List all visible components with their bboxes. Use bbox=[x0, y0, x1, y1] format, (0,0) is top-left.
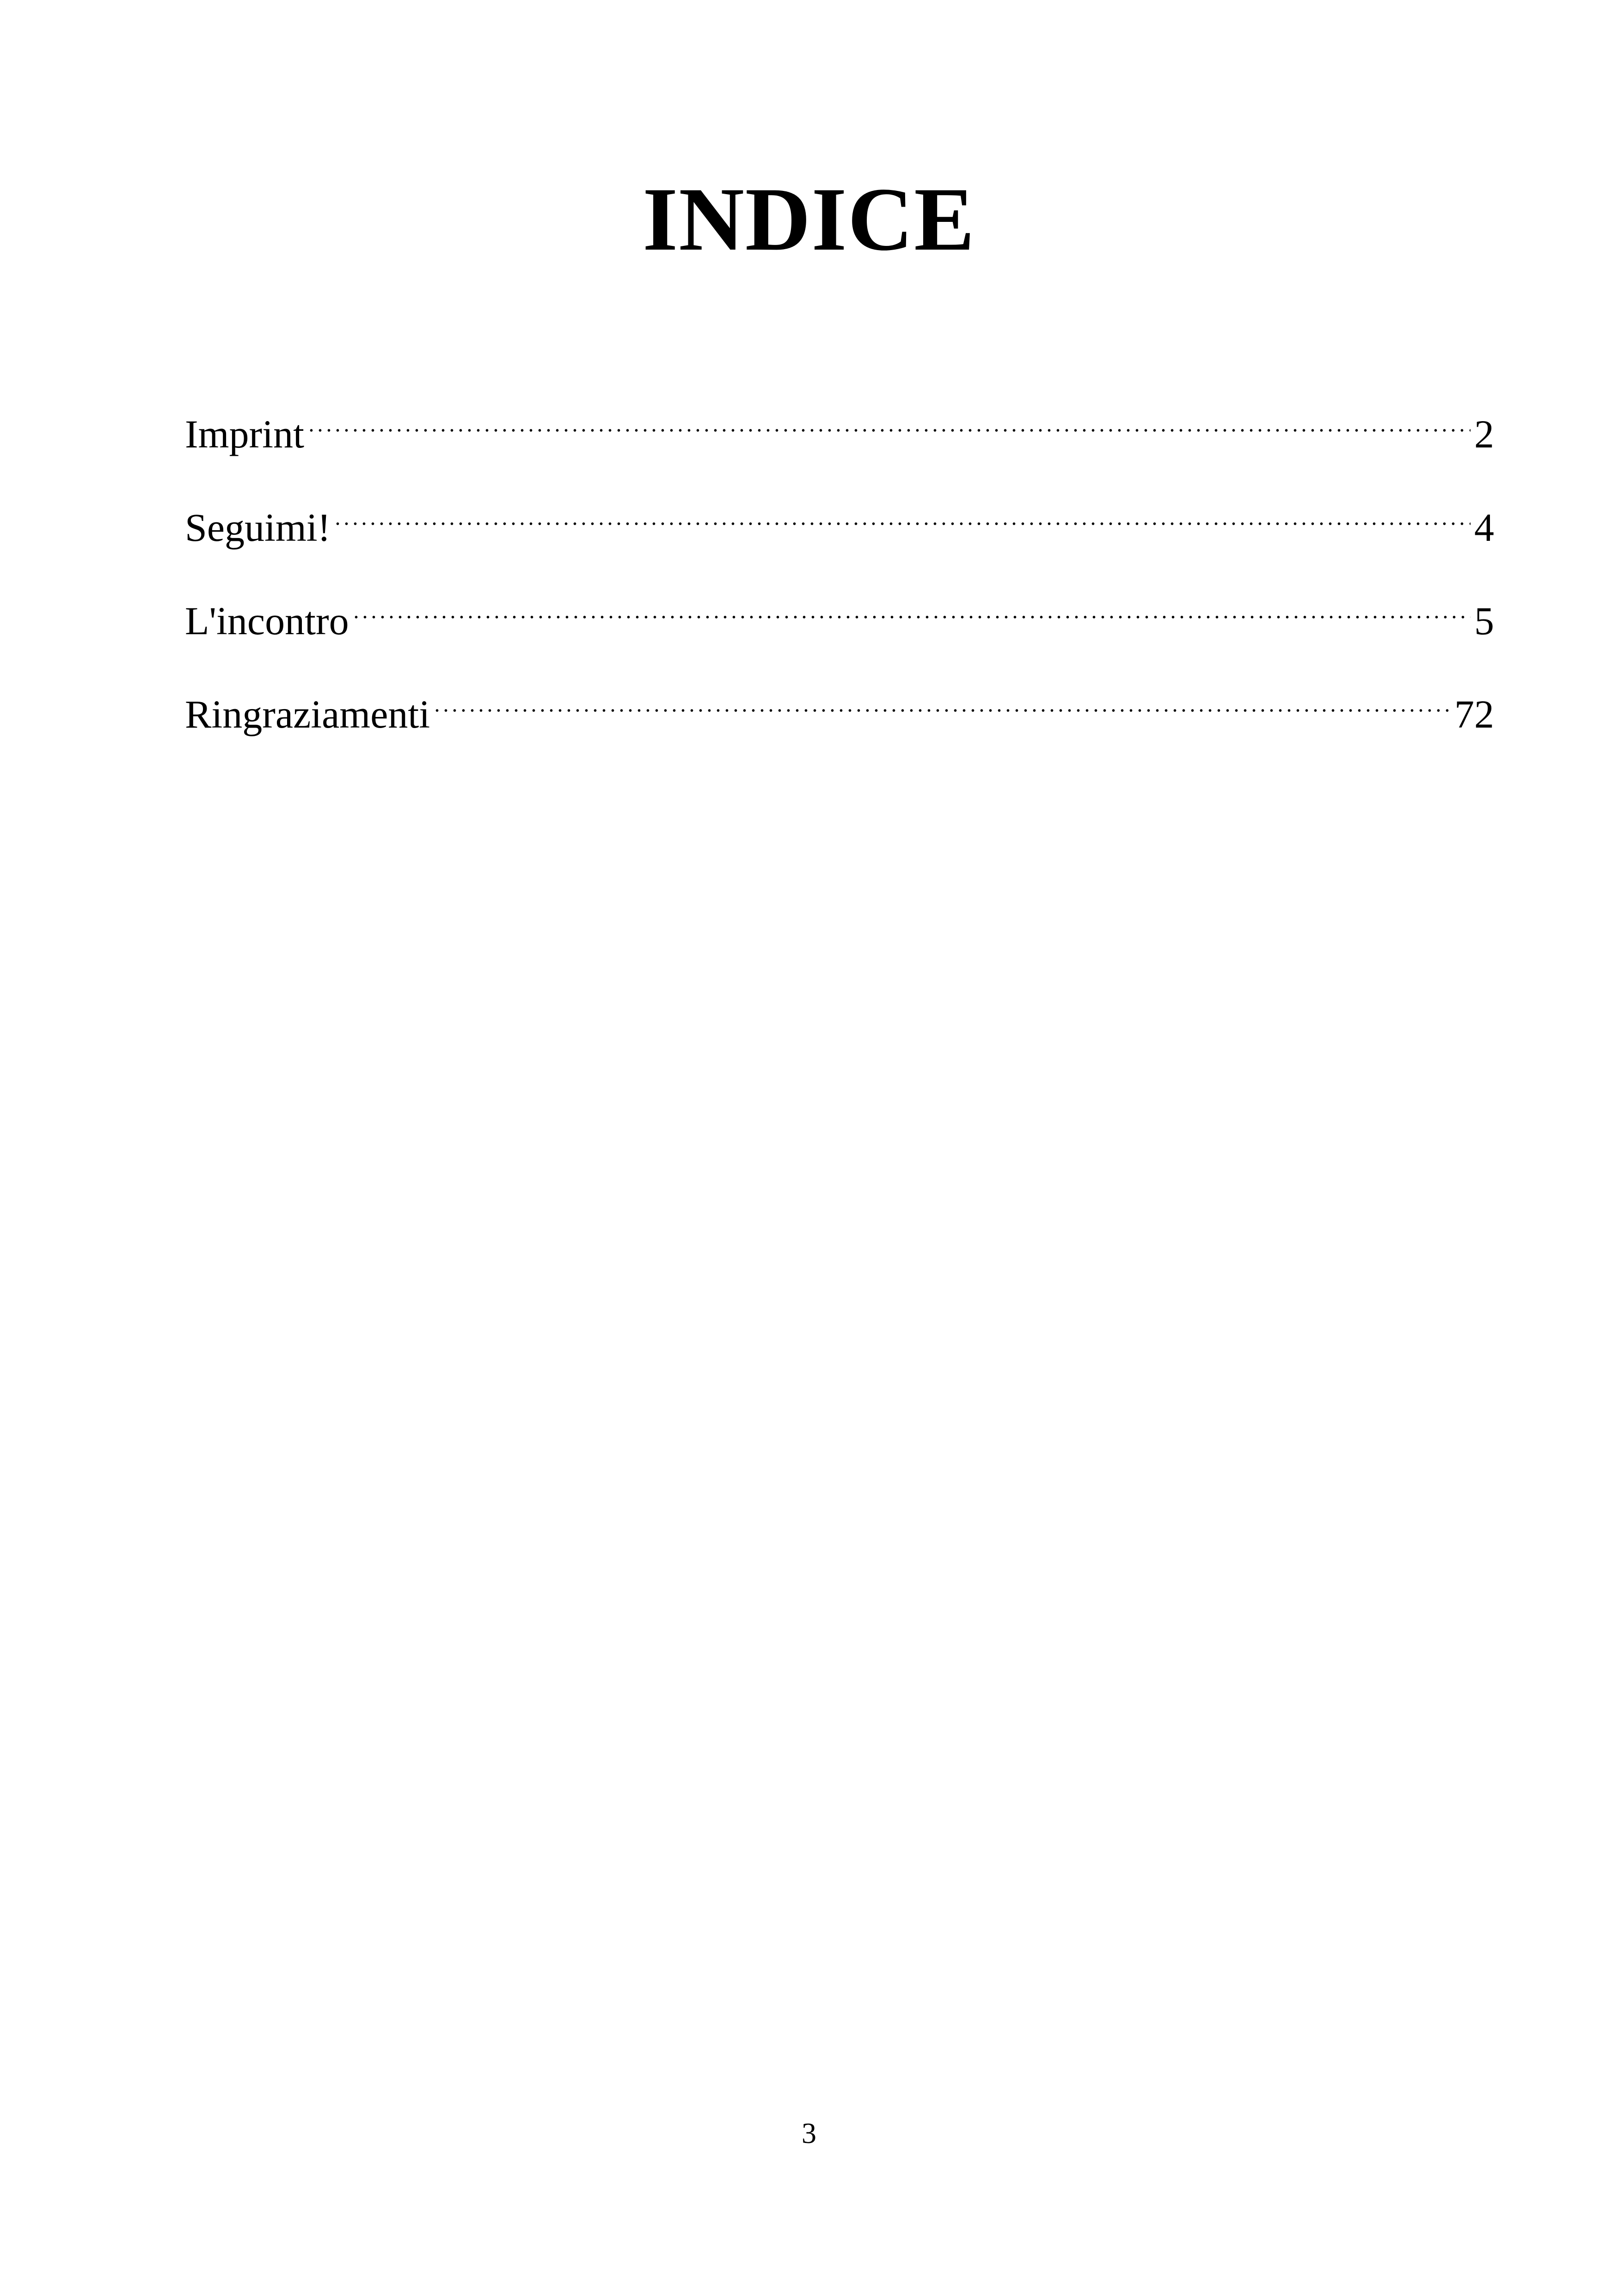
toc-dot-leader bbox=[433, 672, 1451, 728]
toc-entry-page-number: 4 bbox=[1474, 505, 1494, 550]
toc-dot-leader bbox=[333, 485, 1471, 541]
toc-dot-leader bbox=[352, 579, 1471, 634]
toc-entry-page-number: 5 bbox=[1474, 599, 1494, 643]
toc-entry-label: Seguimi! bbox=[185, 505, 331, 550]
toc-entry-imprint[interactable] bbox=[185, 392, 1494, 456]
toc-entry-lincontro[interactable] bbox=[185, 579, 1494, 643]
toc-entry-seguimi[interactable] bbox=[185, 485, 1494, 550]
page-title: INDICE bbox=[643, 169, 975, 269]
toc-entry-ringraziamenti[interactable] bbox=[185, 672, 1494, 736]
toc-entry-page-number: 72 bbox=[1454, 692, 1494, 736]
toc-entry-label: Imprint bbox=[185, 412, 304, 456]
toc-dot-leader bbox=[307, 392, 1471, 447]
footer-page-number: 3 bbox=[802, 2117, 816, 2149]
toc-entry-page-number: 2 bbox=[1474, 412, 1494, 456]
toc-entry-label: Ringraziamenti bbox=[185, 692, 430, 736]
toc-entry-label: L'incontro bbox=[185, 599, 349, 643]
